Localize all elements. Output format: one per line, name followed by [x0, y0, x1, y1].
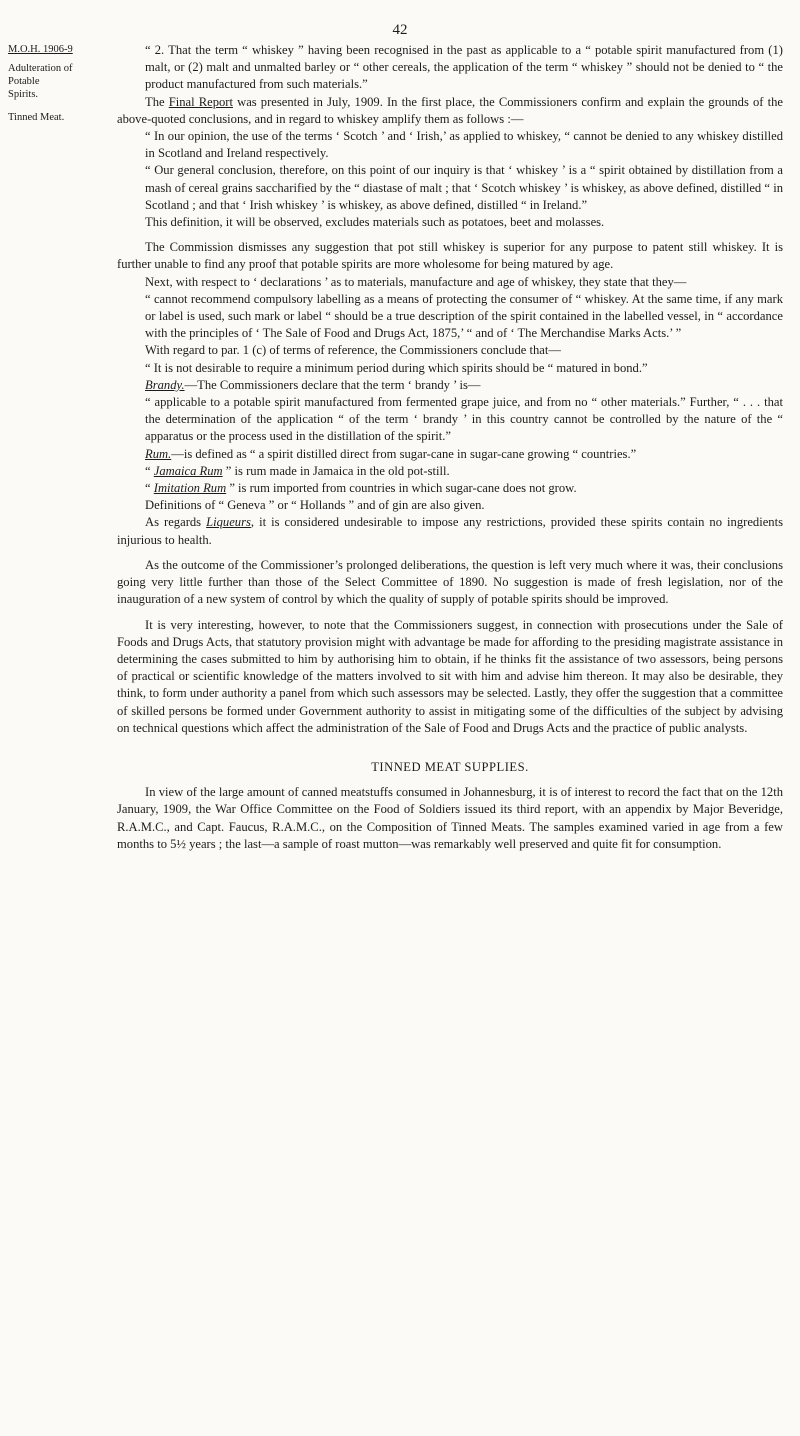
- text-segment: , it is considered undesirable to impose any restrictions, provided these spirits contain no ingredients injurious to health.: [117, 515, 783, 547]
- paragraph-declarations: Next, with respect to ‘ declarations ’ as to materials, manufacture and age of whiskey, they state that they—: [145, 274, 687, 289]
- quote-paragraph-labelling: “ cannot recommend compulsory labelling as a means of protecting the consumer of “ whiskey. At the same time, if any mark or label is used, such mark or label “ should be a true description of the spirit contained in the labelled vessel, in “ accordance with the principles of ‘ The Sale of Food and Drugs Act, 1875,’ “ and of ‘ The Merchandise Marks Acts.’ ”: [145, 291, 783, 341]
- paragraph-imitation-rum: [117, 480, 783, 497]
- quote-paragraph-opinion: “ In our opinion, the use of the terms ‘ Scotch ’ and ‘ Irish,’ as applied to whiskey, “ cannot be denied to any whiskey distilled in Scotland and Ireland respectively.: [145, 129, 783, 161]
- text-segment: “: [145, 481, 154, 496]
- text-segment: As regards: [145, 515, 207, 530]
- jamaica-rum-label: Jamaica Rum: [153, 463, 223, 478]
- paragraph-geneva: Definitions of “ Geneva ” or “ Hollands ” and of gin are also given.: [145, 498, 485, 513]
- paragraph-brandy: [117, 377, 783, 394]
- paragraph-definition: This definition, it will be observed, excludes materials such as potatoes, beet and molasses.: [145, 215, 605, 230]
- paragraph-terms-reference: With regard to par. 1 (c) of terms of reference, the Commissioners conclude that—: [145, 343, 561, 358]
- paragraph-assessors: It is very interesting, however, to note that the Commissioners suggest, in connection with prosecutions under the Sale of Foods and Drugs Acts, that statutory provision might with advantage be made for affording to the presiding magistrate assistance in determining the cases submitted to him by authorising him to obtain, if he thinks fit the assistance of two assessors, being persons of practical or scientific knowledge of the matters involved to sit with him and advise him thereon. It may also be desirable, they think, to form under authority a panel from which such assessors may be selected. Lastly, they offer the suggestion that a committee of skilled persons be formed under Government authority to assist in mitigating some of the difficulties of the subject by advising on technical questions which affect the administration of the Sale of Food and Drugs Acts and the practice of public analysts.: [117, 617, 783, 735]
- margin-note-adulteration-2: Potable: [8, 76, 40, 87]
- margin-notes: [8, 43, 110, 124]
- paragraph-final-report: [117, 94, 783, 128]
- text-segment: ” is rum made in Jamaica in the old pot-still.: [222, 463, 450, 478]
- brandy-label: Brandy.: [145, 377, 185, 392]
- page-number: 42: [392, 22, 408, 38]
- document-body: [117, 42, 783, 853]
- quote-paragraph-bond: “ It is not desirable to require a minimum period during which spirits should be “ matured in bond.”: [145, 360, 648, 375]
- quote-paragraph-brandy: “ applicable to a potable spirit manufactured from fermented grape juice, and from no “ other materials.” Further, “ . . . that the determination of the application “ of the term ‘ brandy ’ in this country cannot be controlled by the nature of the “ apparatus or the process used in the distillation of the spirit.”: [145, 395, 783, 444]
- text-segment: ” is rum imported from countries in which sugar-cane does not grow.: [226, 481, 577, 496]
- text-segment: —The Commissioners declare that the term ‘ brandy ’ is—: [184, 377, 481, 392]
- quote-paragraph-1: “ 2. That the term “ whiskey ” having been recognised in the past as applicable to a “ potable spirit manufactured from (1) malt, or (2) malt and unmalted barley or “ other cereals, the application of the term “ whiskey ” should not be denied to “ the product manufactured from such materials.”: [145, 43, 783, 92]
- paragraph-rum: [117, 446, 783, 463]
- text-segment: was presented in July, 1909. In the first place, the Commissioners: [232, 94, 582, 109]
- liqueurs-label: Liqueurs: [206, 515, 251, 530]
- paragraph-outcome: As the outcome of the Commissioner’s prolonged deliberations, the question is left very much where it was, their conclusions going very little further than those of the Select Committee of 1890. No suggestion is made of fresh legislation, nor of the inauguration of a new system of control by which the quality of supply of potable spirits should be improved.: [117, 557, 783, 607]
- paragraph-jamaica-rum: [117, 463, 783, 480]
- paragraph-tinned-meat: In view of the large amount of canned meatstuffs consumed in Johannesburg, it is of interest to record the fact that on the 12th January, 1909, the War Office Committee on the Food of Soldiers issued its third report, with an appendix by Major Beveridge, R.A.M.C., and Capt. Faucus, R.A.M.C., on the Composition of Tinned Meats. The samples examined varied in age from a few months to 5½ years ; the last—a sample of roast mutton—was remarkably well preserved and quite fit for consumption.: [117, 785, 783, 851]
- margin-note-moh: M.O.H. 1906-9: [8, 44, 73, 55]
- paragraph-pot-still: The Commission dismisses any suggestion that pot still whiskey is superior for any purpose to patent still whiskey. It is further unable to find any proof that potable spirits are more wholesome for being matured by age.: [117, 240, 783, 272]
- text-segment: The: [145, 94, 169, 109]
- paragraph-liqueurs: [117, 514, 783, 548]
- text-segment: —is defined as “ a spirit distilled direct from sugar-cane in sugar-cane growing “ countries.”: [171, 446, 637, 461]
- margin-note-tinned-meat: Tinned Meat.: [8, 112, 65, 123]
- text-segment: confirm and explain the grounds of the above-quoted conclusions, and in regard to whiskey amplify them as follows :—: [117, 94, 783, 126]
- section-heading-tinned-meat: TINNED MEAT SUPPLIES.: [371, 759, 529, 774]
- margin-note-adulteration-1: Adulteration of: [8, 63, 73, 74]
- final-report-underlined: Final Report: [168, 94, 233, 109]
- rum-label: Rum.: [145, 446, 172, 461]
- imitation-rum-label: Imitation Rum: [153, 481, 227, 496]
- margin-note-adulteration-3: Spirits.: [8, 89, 39, 100]
- text-segment: “: [145, 463, 154, 478]
- quote-paragraph-conclusion: “ Our general conclusion, therefore, on this point of our inquiry is that ‘ whiskey ’ is a “ spirit obtained by distillation from a mash of cereal grains saccharified by the “ diastase of malt ; that ‘ Scotch whiskey ’ is whiskey, as above defined, distilled “ in Scotland ; and that ‘ Irish whiskey ’ is whiskey, as above defined, distilled “ in Ireland.”: [145, 163, 783, 212]
